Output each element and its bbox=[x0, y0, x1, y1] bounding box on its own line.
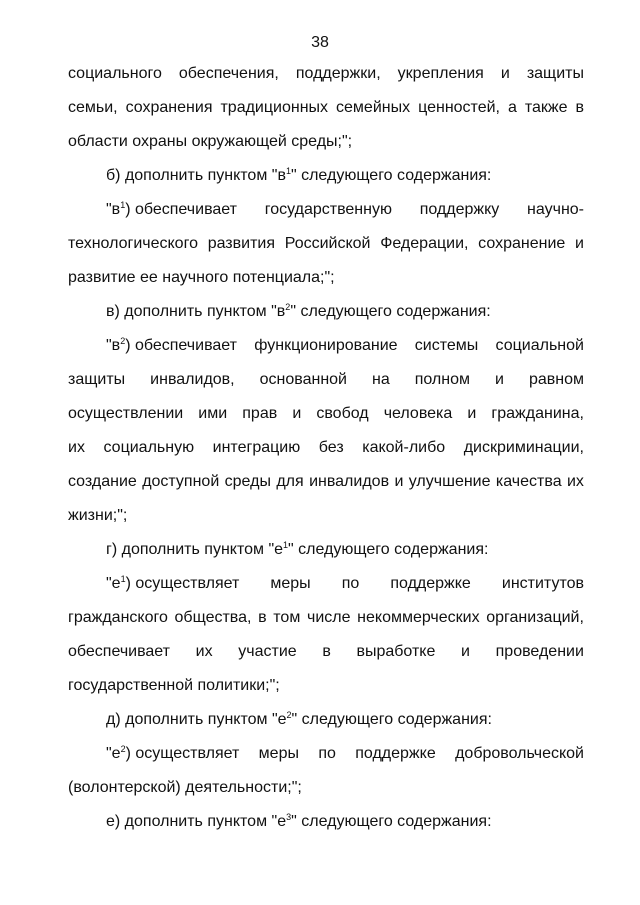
line-text: жизни;"; bbox=[68, 507, 128, 524]
line-text-after: " следующего содержания: bbox=[291, 711, 492, 728]
word: полном bbox=[414, 371, 470, 388]
word: системы bbox=[414, 337, 479, 354]
word: их bbox=[566, 473, 584, 490]
word: семейных bbox=[336, 99, 411, 116]
word: равном bbox=[528, 371, 584, 388]
word: без bbox=[318, 439, 344, 456]
word: по bbox=[341, 575, 360, 592]
word: создание bbox=[68, 473, 137, 490]
text-line bbox=[68, 234, 584, 268]
word: социальную bbox=[103, 439, 195, 456]
word: технологического bbox=[68, 235, 198, 252]
word: поддержке bbox=[390, 575, 471, 592]
word: выработке bbox=[356, 643, 436, 660]
text-line bbox=[68, 336, 584, 370]
superscript: 1 bbox=[283, 540, 289, 550]
text-line bbox=[68, 370, 584, 404]
text-line bbox=[68, 676, 584, 710]
word: также bbox=[524, 99, 568, 116]
line-text: (волонтерской) деятельности;"; bbox=[68, 779, 302, 796]
word: социальной bbox=[495, 337, 584, 354]
text-line bbox=[68, 540, 584, 574]
word: качества bbox=[495, 473, 562, 490]
word: сохранение bbox=[478, 235, 566, 252]
text-line bbox=[68, 608, 584, 642]
word: человека bbox=[383, 405, 453, 422]
word: и bbox=[394, 473, 404, 490]
text-line bbox=[68, 642, 584, 676]
word: дискриминации, bbox=[463, 439, 584, 456]
word: доступной bbox=[142, 473, 220, 490]
word: и bbox=[467, 405, 477, 422]
word: проведении bbox=[495, 643, 584, 660]
text-line bbox=[68, 98, 584, 132]
word: в bbox=[322, 643, 331, 660]
word: гражданского bbox=[68, 609, 168, 626]
word: а bbox=[507, 99, 517, 116]
word: Федерации, bbox=[380, 235, 469, 252]
word: интеграцию bbox=[212, 439, 301, 456]
page-number: 38 bbox=[311, 34, 329, 51]
word: научно- bbox=[527, 201, 584, 218]
superscript: 2 bbox=[286, 710, 292, 720]
word: участие bbox=[238, 643, 297, 660]
text-line bbox=[68, 812, 584, 846]
word: сохранения bbox=[125, 99, 213, 116]
word: Российской bbox=[284, 235, 371, 252]
text-line bbox=[68, 166, 584, 200]
word: функционирование bbox=[254, 337, 398, 354]
word: ими bbox=[198, 405, 228, 422]
line-text: е) дополнить пунктом "е bbox=[106, 813, 287, 830]
superscript: 2 bbox=[285, 302, 291, 312]
word: добровольческой bbox=[455, 745, 584, 762]
word: общества, bbox=[174, 609, 252, 626]
text-line bbox=[68, 438, 584, 472]
word: организаций, bbox=[486, 609, 584, 626]
line-text: в) дополнить пунктом "в bbox=[106, 303, 286, 320]
word: для bbox=[276, 473, 304, 490]
word: поддержки, bbox=[295, 65, 381, 82]
word: по bbox=[318, 745, 336, 762]
word: их bbox=[68, 439, 85, 456]
text-line bbox=[68, 472, 584, 506]
word: среды bbox=[224, 473, 271, 490]
word: основанной bbox=[259, 371, 347, 388]
text-line bbox=[68, 574, 584, 608]
word: укрепления bbox=[397, 65, 484, 82]
word: и bbox=[292, 405, 302, 422]
line-text: развитие ее научного потенциала;"; bbox=[68, 269, 335, 286]
word: обеспечивает bbox=[68, 643, 170, 660]
text-line bbox=[68, 200, 584, 234]
word: обеспечения, bbox=[178, 65, 279, 82]
word: и bbox=[495, 371, 504, 388]
text-line bbox=[68, 744, 584, 778]
word: "$в^2$) обеспечивает bbox=[106, 336, 237, 354]
word: ценностей, bbox=[418, 99, 500, 116]
text-line bbox=[68, 268, 584, 302]
word: "$е^2$) осуществляет bbox=[106, 744, 240, 762]
word: институтов bbox=[501, 575, 584, 592]
line-text: государственной политики;"; bbox=[68, 677, 280, 694]
text-line bbox=[68, 404, 584, 438]
word: защиты bbox=[68, 371, 126, 388]
text-line bbox=[68, 710, 584, 744]
word: "$е^1$) осуществляет bbox=[106, 574, 240, 592]
line-text-after: " следующего содержания: bbox=[290, 167, 492, 184]
word: свобод bbox=[316, 405, 369, 422]
word: меры bbox=[270, 575, 311, 592]
word: некоммерческих bbox=[357, 609, 480, 626]
word: "$в^1$) обеспечивает bbox=[106, 200, 237, 218]
text-line bbox=[68, 64, 584, 98]
word: и bbox=[500, 65, 510, 82]
line-text-after: " следующего содержания: bbox=[290, 303, 491, 320]
word: их bbox=[195, 643, 213, 660]
word: социального bbox=[68, 65, 162, 82]
word: том bbox=[273, 609, 301, 626]
line-text: области охраны окружающей среды;"; bbox=[68, 133, 353, 150]
word: на bbox=[371, 371, 390, 388]
word: в bbox=[575, 99, 584, 116]
text-line bbox=[68, 506, 584, 540]
word: защиты bbox=[526, 65, 584, 82]
line-text: д) дополнить пунктом "е bbox=[106, 711, 287, 728]
word: и bbox=[461, 643, 470, 660]
superscript: 1 bbox=[285, 166, 291, 176]
word: традиционных bbox=[220, 99, 329, 116]
word: государственную bbox=[264, 201, 392, 218]
line-text-after: " следующего содержания: bbox=[291, 813, 492, 830]
word: прав bbox=[242, 405, 278, 422]
superscript: 3 bbox=[286, 812, 292, 822]
text-line bbox=[68, 132, 584, 166]
text-line bbox=[68, 778, 584, 812]
word: поддержке bbox=[355, 745, 436, 762]
document-body bbox=[68, 64, 584, 846]
word: числе bbox=[306, 609, 351, 626]
word: инвалидов, bbox=[150, 371, 235, 388]
word: осуществлении bbox=[68, 405, 184, 422]
word: улучшение bbox=[408, 473, 491, 490]
line-text: б) дополнить пунктом "в bbox=[106, 167, 286, 184]
text-line bbox=[68, 302, 584, 336]
word: развития bbox=[207, 235, 276, 252]
word: гражданина, bbox=[491, 405, 584, 422]
word: и bbox=[575, 235, 584, 252]
word: поддержку bbox=[419, 201, 500, 218]
word: семьи, bbox=[68, 99, 118, 116]
word: в bbox=[258, 609, 267, 626]
line-text: г) дополнить пунктом "е bbox=[106, 541, 284, 558]
line-text-after: " следующего содержания: bbox=[288, 541, 489, 558]
word: инвалидов bbox=[309, 473, 390, 490]
word: какой-либо bbox=[362, 439, 446, 456]
word: меры bbox=[258, 745, 299, 762]
